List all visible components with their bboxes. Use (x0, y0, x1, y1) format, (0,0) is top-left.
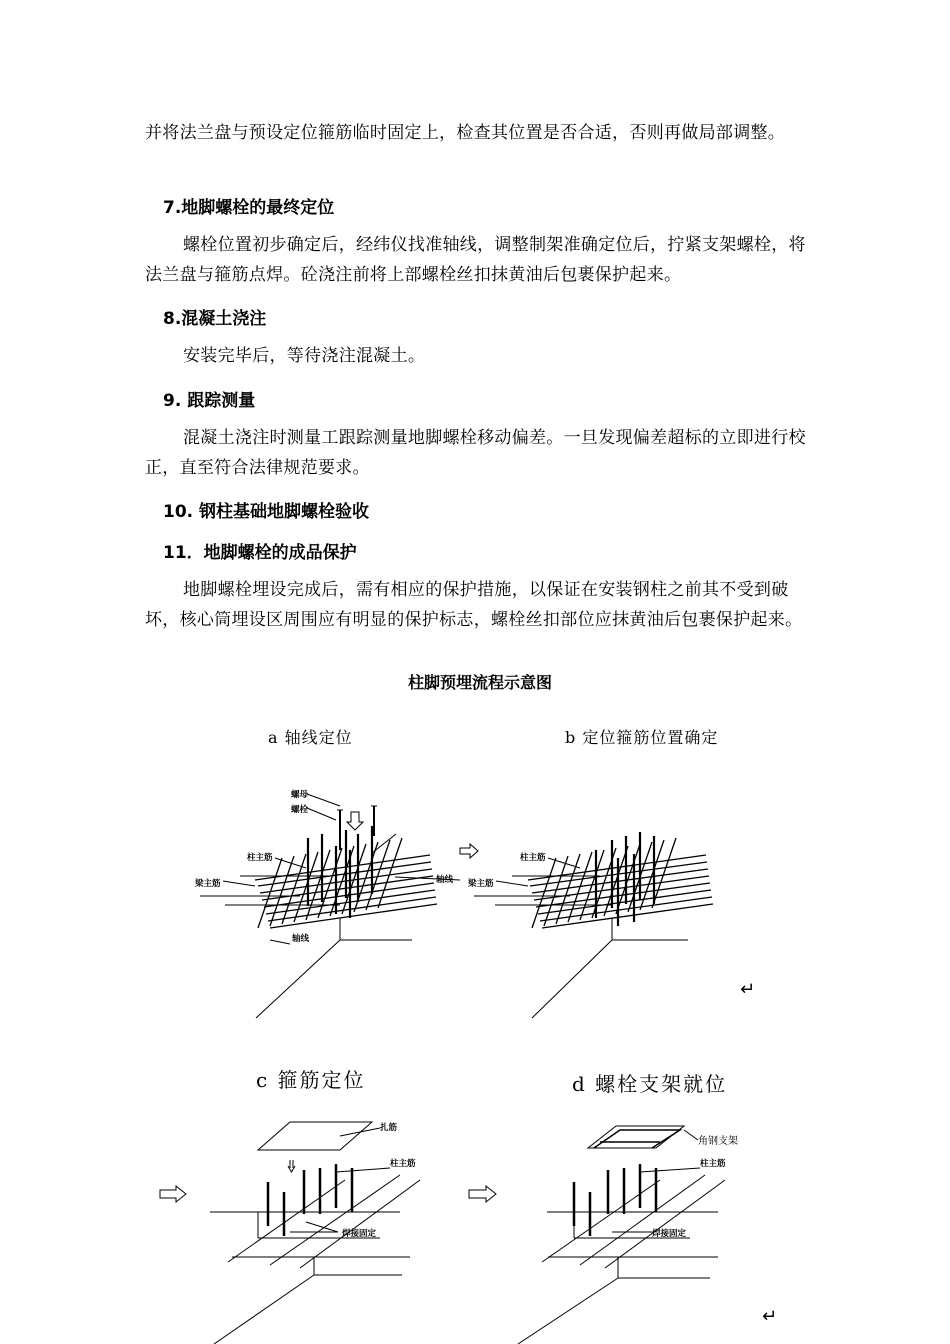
column-bar-label-b: 柱主筋 (520, 853, 546, 863)
axis-label-right: 轴线 (436, 875, 454, 885)
diagram-d-labels (652, 1134, 738, 1239)
arrow-a-to-b (460, 844, 478, 858)
heading-7: 7.地脚螺栓的最终定位 (163, 198, 335, 218)
column-bar-label-d: 柱主筋 (700, 1159, 726, 1169)
diagram-b (474, 832, 713, 1018)
return-mark-1: ↵ (740, 979, 756, 1000)
column-bar-label-c: 柱主筋 (390, 1159, 416, 1169)
angle-bracket-label: 角钢支架 (698, 1136, 738, 1147)
weld-label-c: 焊接固定 (342, 1229, 377, 1239)
arrow-into-c (160, 1186, 186, 1202)
step-c-label: c 箍筋定位 (256, 1068, 366, 1092)
paragraph-8: 安装完毕后，等待浇注混凝土。 (183, 346, 426, 366)
heading-10: 10. 钢柱基础地脚螺栓验收 (163, 502, 370, 522)
paragraph-flange: 并将法兰盘与预设定位箍筋临时固定上，检查其位置是否合适，否则再做局部调整。 (145, 123, 786, 143)
heading-8: 8.混凝土浇注 (163, 309, 267, 329)
beam-bar-label: 梁主筋 (195, 879, 221, 889)
figure-title: 柱脚预埋流程示意图 (408, 673, 553, 692)
nut-label: 螺母 (291, 790, 309, 800)
paragraph-7: 螺栓位置初步确定后，经纬仪找准轴线，调整制架准确定位后，拧紧支架螺栓，将法兰盘与箍筋点焊。砼浇注前将上部螺栓丝扣抹黄油后包裹保护起来。 (145, 235, 806, 285)
heading-9: 9. 跟踪测量 (163, 391, 256, 411)
weld-label-d: 焊接固定 (652, 1229, 687, 1239)
return-mark-2: ↵ (762, 1306, 778, 1327)
paragraph-9: 混凝土浇注时测量工跟踪测量地脚螺栓移动偏差。一旦发现偏差超标的立即进行校正，直至符合法律规范要求。 (145, 428, 806, 478)
step-b-label: b 定位箍筋位置确定 (565, 728, 719, 747)
diagram-d (518, 1126, 725, 1344)
bolt-label: 螺栓 (291, 805, 309, 815)
diagram-c (210, 1122, 420, 1344)
axis-label-bottom: 轴线 (292, 934, 310, 944)
arrow-c-to-d (469, 1186, 496, 1202)
column-bar-label: 柱主筋 (247, 853, 273, 863)
paragraph-11: 地脚螺栓埋设完成后，需有相应的保护措施，以保证在安装钢柱之前其不受到破坏，核心筒埋设区周围应有明显的保护标志，螺栓丝扣部位应抹黄油后包裹保护起来。 (145, 580, 803, 630)
step-d-label: d 螺栓支架就位 (572, 1072, 728, 1096)
diagram-a (200, 794, 460, 1018)
tie-label: 扎筋 (380, 1123, 398, 1133)
heading-11: 11．地脚螺栓的成品保护 (163, 543, 357, 563)
beam-bar-label-b: 梁主筋 (468, 879, 494, 889)
diagram-b-labels (468, 852, 546, 889)
step-a-label: a 轴线定位 (268, 728, 353, 747)
